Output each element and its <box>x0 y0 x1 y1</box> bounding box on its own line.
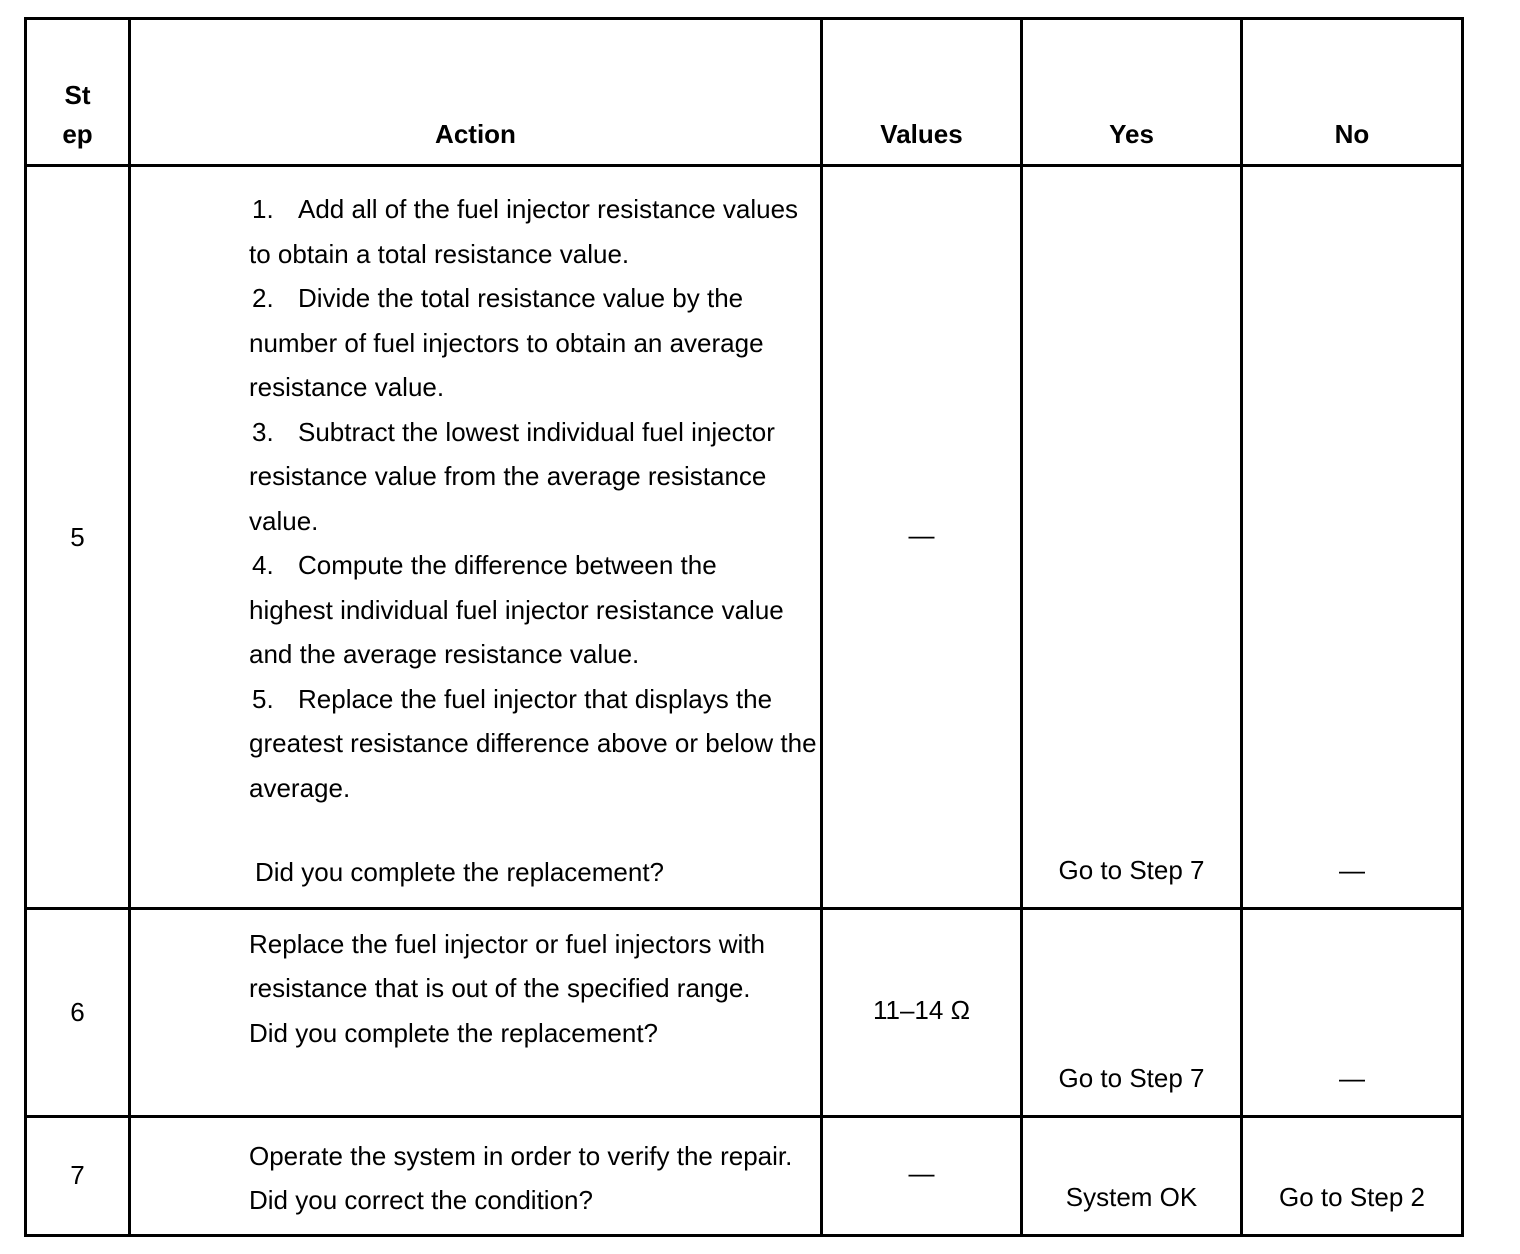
action-line: Replace the fuel injector or fuel injectors with <box>249 928 765 959</box>
action-line: resistance value. <box>249 372 445 402</box>
values-text: — <box>908 519 935 550</box>
values-cell <box>822 908 1022 1116</box>
header-action: Action <box>130 19 822 166</box>
values-cell <box>822 1116 1022 1235</box>
action-line: average. <box>249 772 351 803</box>
action-line: greatest resistance difference above or below the <box>249 728 817 758</box>
header-row <box>26 19 1463 166</box>
yes-cell: Go to Step 7 <box>1022 908 1242 1116</box>
action-cell <box>130 908 822 1116</box>
table-row-step-6 <box>26 908 1463 1116</box>
action-line: 2. Divide the total resistance value by the <box>252 283 744 313</box>
values-text: — <box>908 1158 935 1189</box>
table-row-step-5 <box>26 166 1463 909</box>
spacer <box>251 810 820 850</box>
action-line: resistance that is out of the specified range. <box>249 973 751 1003</box>
action-question: Did you complete the replacement? <box>255 857 665 887</box>
table-row-step-7 <box>26 1116 1463 1235</box>
no-cell: — <box>1242 166 1463 909</box>
yes-cell: Go to Step 7 <box>1022 166 1242 909</box>
step-number: 6 <box>26 908 130 1116</box>
no-cell: Go to Step 2 <box>1242 1116 1463 1235</box>
step-number: 5 <box>26 166 130 909</box>
action-line: value. <box>249 505 319 536</box>
action-line: Operate the system in order to verify the repair. <box>249 1140 793 1171</box>
header-step-line2: ep <box>62 119 93 149</box>
action-line: number of fuel injectors to obtain an average <box>249 327 764 358</box>
header-step <box>26 19 130 166</box>
no-cell: — <box>1242 908 1463 1116</box>
action-cell <box>130 1116 822 1235</box>
action-line: resistance value from the average resistance <box>249 461 767 491</box>
diagnostic-table <box>24 17 1464 1237</box>
action-cell <box>130 166 822 909</box>
action-line: 3. Subtract the lowest individual fuel injector <box>252 416 775 447</box>
action-line: and the average resistance value. <box>249 639 640 669</box>
action-line: 1. Add all of the fuel injector resistance values <box>252 194 799 224</box>
action-line: highest individual fuel injector resistance value <box>249 594 784 625</box>
yes-cell: System OK <box>1022 1116 1242 1235</box>
header-values: Values <box>822 19 1022 166</box>
header-step-line1: St <box>64 80 91 110</box>
values-text: 11–14 Ω <box>872 994 971 1025</box>
action-line: 5. Replace the fuel injector that displays the <box>252 683 773 714</box>
header-no: No <box>1242 19 1463 166</box>
action-line: to obtain a total resistance value. <box>249 238 630 269</box>
header-yes: Yes <box>1022 19 1242 166</box>
values-cell <box>822 166 1022 909</box>
action-line: Did you correct the condition? <box>249 1185 593 1215</box>
step-number: 7 <box>26 1116 130 1235</box>
action-line: Did you complete the replacement? <box>249 1017 659 1048</box>
action-line: 4. Compute the difference between the <box>252 550 717 580</box>
